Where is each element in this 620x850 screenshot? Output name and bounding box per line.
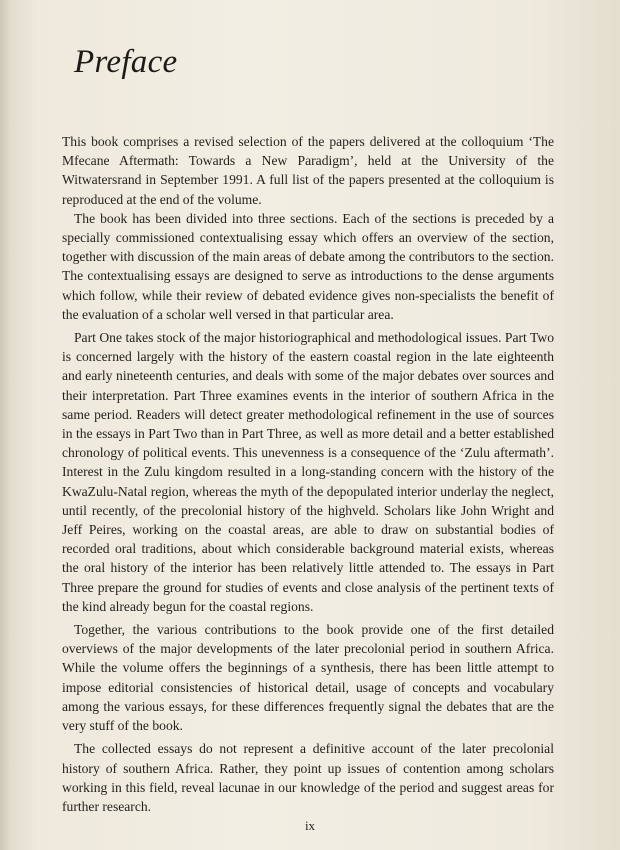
preface-body (62, 132, 554, 816)
paragraph: This book comprises a revised selection of the papers delivered at the colloquium ‘The Mfecane Aftermath: Towards a New Paradigm’, held at the University of the Witwatersrand in September 1991. A full list of the papers presented at the colloquium is reproduced at the end of the volume. (62, 134, 554, 207)
paragraph: Part One takes stock of the major historiographical and methodological issues. Part Two is concerned largely with the history of the eastern coastal region in the late eighteenth and early nineteenth centuries, and deals with some of the major debates over sources and their interpretation. Part Three examines events in the interior of southern Africa in the same period. Readers will detect greater methodological refinement in the use of sources in the essays in Part Two than in Part Three, as well as more detail and a better established chronology of political events. This unevenness is a consequence of the ‘Zulu aftermath’. Interest in the Zulu kingdom resulted in a long-standing concern with the history of the KwaZulu-Natal region, whereas the myth of the depopulated interior underlay the neglect, until recently, of the precolonial history of the highveld. Scholars like John Wright and Jeff Peires, working on the coastal areas, are able to draw on substantial bodies of recorded oral traditions, about which considerable background material exists, whereas the oral history of the interior has been relatively little attended to. The essays in Part Three prepare the ground for studies of events and close analysis of the pertinent texts of the kind already begun for the coastal regions. (62, 330, 554, 614)
page-number: ix (304, 818, 316, 833)
paragraph: The collected essays do not represent a definitive account of the later precolonial history of southern Africa. Rather, they point up issues of contention among scholars working in this field, reveal lacunae in our knowledge of the period and suggest areas for further research. (62, 741, 554, 814)
paragraph: Together, the various contributions to the book provide one of the first detailed overviews of the major developments of the later precolonial period in southern Africa. While the volume offers the beginnings of a synthesis, there has been little attempt to impose editorial consistencies of historical detail, usage of concepts and vocabulary among the various essays, for these differences frequently signal the debates that are the very stuff of the book. (62, 622, 554, 734)
paragraph: The book has been divided into three sections. Each of the sections is preceded by a specially commissioned contextualising essay which offers an overview of the section, together with discussion of the main areas of debate among the contributors to the section. The contextualising essays are designed to serve as introductions to the dense arguments which follow, while their review of debated evidence gives non-specialists the benefit of the evaluation of a scholar well versed in that particular area. (62, 210, 554, 322)
page-title: Preface (74, 44, 178, 80)
